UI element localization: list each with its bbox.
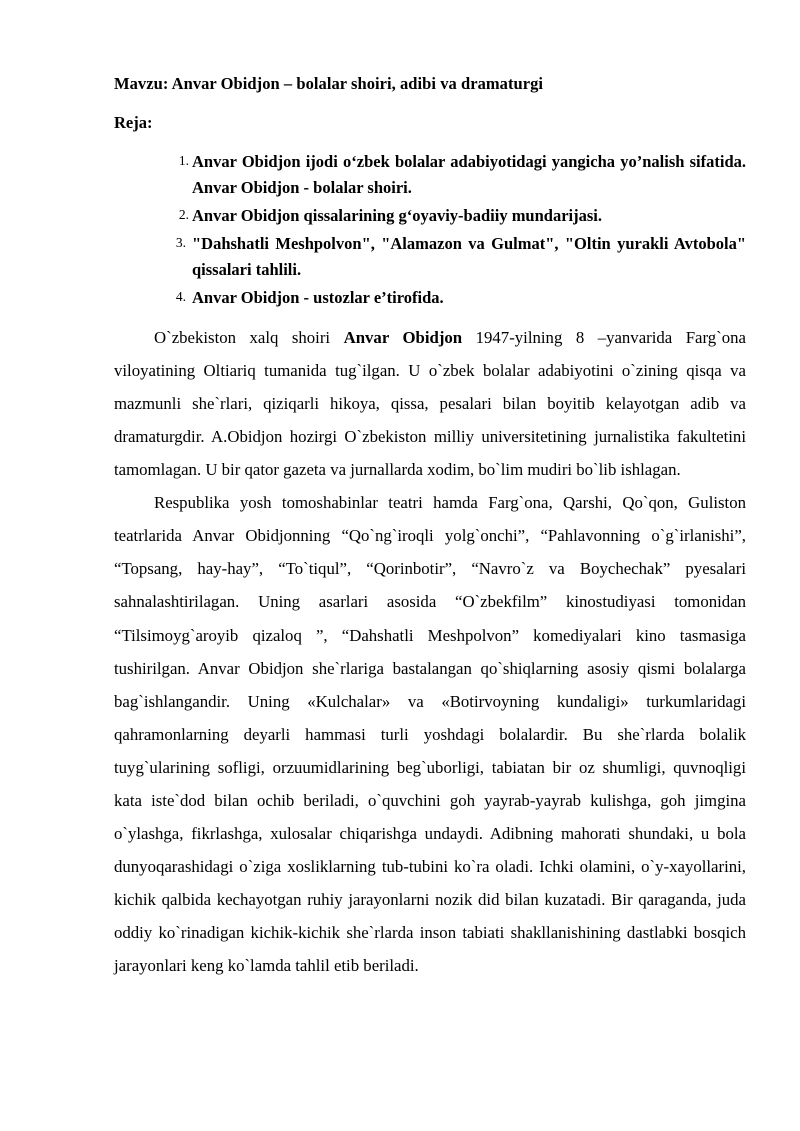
paragraph-lead-text: O`zbekiston xalq shoiri <box>154 327 344 347</box>
author-name-emphasis: Anvar Obidjon <box>343 327 463 347</box>
list-item-number: 2. <box>178 206 189 222</box>
list-item-label: Anvar Obidjon - ustozlar e’tirofida. <box>192 288 444 308</box>
list-item-number: 4. <box>175 289 186 305</box>
plan-heading: Reja: <box>114 112 153 132</box>
paragraph-works: Respublika yosh tomoshabinlar teatri hamda Farg`ona, Qarshi, Qo`qon, Guliston teatrlarida Anvar Obidjonning “Qo`ng`iroqli yolg`onchi”, “Pahlavonning o`g`irlanishi”, “Topsang, hay-hay”, “To`tiqul”, “Qorinbotir”, “Navro`z va Boychechak” pyesalari sahnalashtirilagan. Uning asarlari asosida “O`zbekfilm” kinostudiyasi tomonidan “Tilsimoyg`aroyib qizaloq ”, “Dahshatli Meshpolvon” komediyalari kino tasmasiga tushirilgan. Anvar Obidjon she`rlariga bastalangan qo`shiqlarning asosiy qismi bolalarga bag`ishlangandir. Uning «Kulchalar» va «Botirvoyning kundaligi» turkumlaridagi qahramonlarning deyarli hammasi turli yoshdagi bolalardir. Bu she`rlarda bolalik tuyg`ularining sofligi, orzuumidlarining beg`uborligi, tabiatan bir oz shumligi, quvnoqligi kata iste`dod bilan ochib beriladi, o`quvchini goh yayrab-yayrab kulishga, goh jimgina o`ylashga, fikrlashga, xulosalar chiqarishga undaydi. Adibning mahorati shundaki, u bola dunyoqarashidagi o`ziga xosliklarning tub-tubini ko`ra oladi. Ichki olamini, o`y-xayollarini, kichik qalbida kechayotgan ruhiy jarayonlarni nozik did bilan kuzatadi. Bir qaraganda, juda oddiy ko`rinadigan kichik-kichik she`rlarda inson tabiati shakllanishining dastlabki bosqich jarayonlari keng ko`lamda tahlil etib beriladi. <box>114 493 746 976</box>
list-item-label: Anvar Obidjon ijodi o‘zbek bolalar adabiyotidagi yangicha yo’nalish sifatida. Anvar Obidjon - bolalar shoiri. <box>192 151 746 198</box>
list-item-label: Anvar Obidjon qissalarining g‘oyaviy-badiiy mundarijasi. <box>192 205 602 225</box>
list-item-number: 1. <box>178 152 189 168</box>
list-item <box>114 149 746 202</box>
document-content <box>114 72 746 982</box>
list-item <box>114 285 746 312</box>
plan-list <box>114 149 746 312</box>
list-item-number: 3. <box>175 234 186 250</box>
list-item <box>114 203 746 230</box>
list-item-label: "Dahshatli Meshpolvon", "Alamazon va Gulmat", "Oltin yurakli Avtobola" qissalari tahlili. <box>192 233 746 280</box>
paragraph-body-text: 1947-yilning 8 –yanvarida Farg`ona viloyatining Oltiariq tumanida tug`ilgan. U o`zbek bolalar adabiyotini o`zining qisqa va mazmunli she`rlari, qiziqarli hikoya, qissa, pesalari bilan boyitib kelayotgan adib va dramaturgdir. A.Obidjon hozirgi O`zbekiston milliy universitetining jurnalistika fakultetini tamomlagan. U bir qator gazeta va jurnallarda xodim, bo`lim mudiri bo`lib ishlagan. <box>114 327 746 480</box>
document-title: Mavzu: Anvar Obidjon – bolalar shoiri, adibi va dramaturgi <box>114 74 544 93</box>
list-item <box>114 231 746 284</box>
paragraph-biography <box>114 321 746 486</box>
